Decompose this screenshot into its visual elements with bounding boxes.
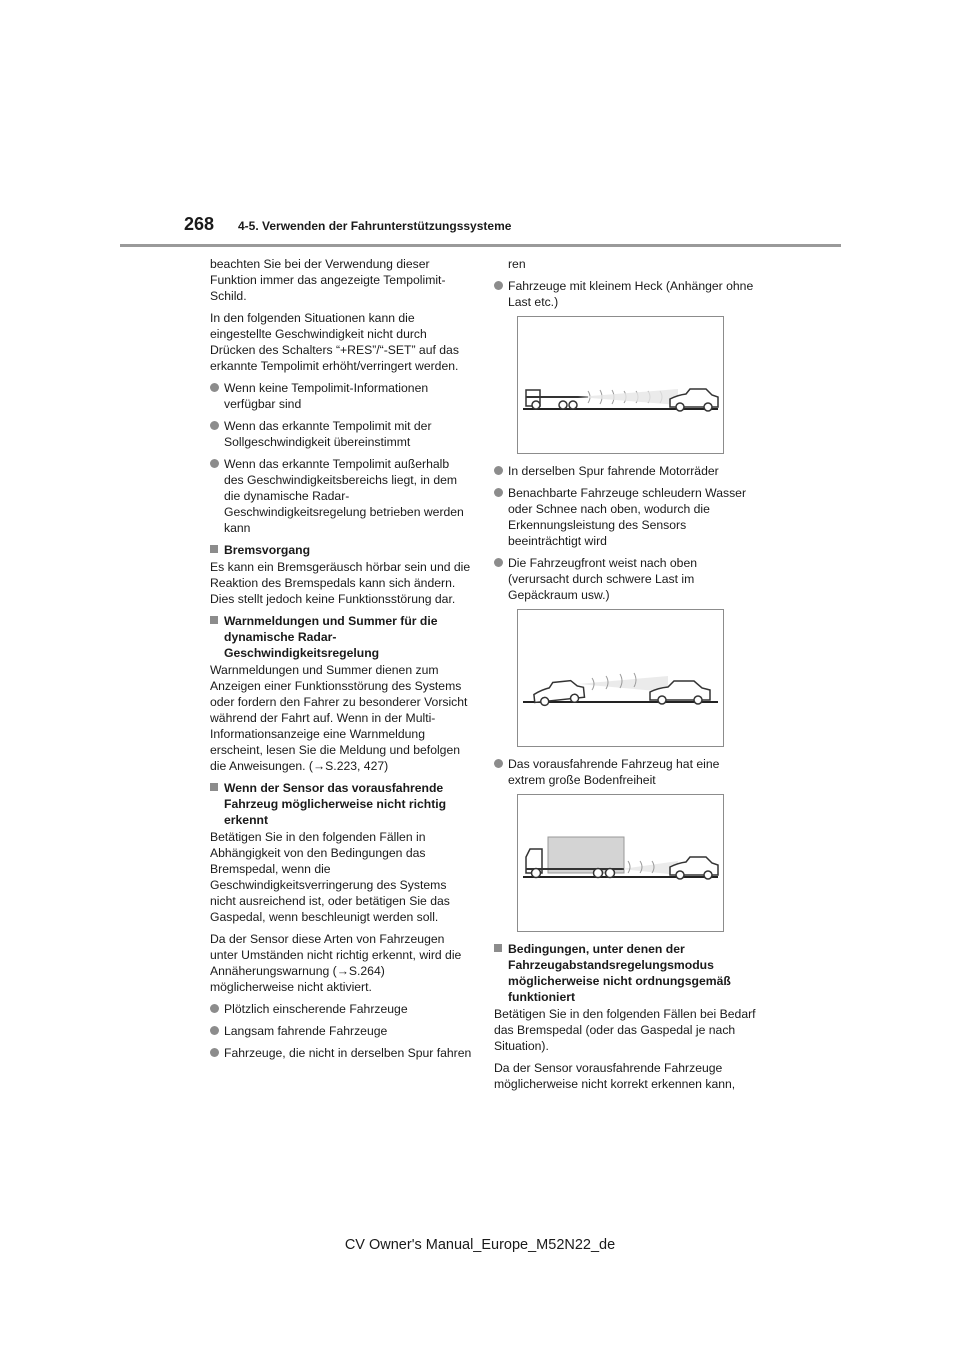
bullet-dot-icon — [210, 383, 219, 392]
footer-manual-id: CV Owner's Manual_Europe_M52N22_de — [344, 1237, 616, 1253]
bullet-dot-icon — [210, 1048, 219, 1057]
bullet-dot-icon — [210, 459, 219, 468]
illustration-raised-front — [517, 609, 724, 747]
subheading-sensor: Wenn der Sensor das vorausfahrende Fahrzeug möglicherweise nicht richtig erkennt — [210, 780, 472, 828]
bullet-dot-icon — [210, 421, 219, 430]
list-item: Wenn das erkannte Tempolimit außerhalb des Geschwindigkeitsbereichs liegt, in dem die dynamische Radar-Geschwindigkeitsregelung betrieben werden kann — [210, 456, 472, 536]
bullet-dot-icon — [494, 488, 503, 497]
subheading-brake: Bremsvorgang — [210, 542, 472, 558]
left-column — [210, 256, 472, 1067]
square-bullet-icon — [210, 783, 218, 791]
continued-text: ren — [508, 257, 526, 271]
paragraph: Es kann ein Bremsgeräusch hörbar sein und die Reaktion des Bremspedals kann sich ändern. Dies stellt jedoch keine Funktionsstörung dar. — [210, 560, 471, 606]
paragraph: beachten Sie bei der Verwendung dieser Funktion immer das angezeigte Tempolimit-Schild. — [210, 257, 446, 303]
bullet-dot-icon — [210, 1004, 219, 1013]
paragraph: Da der Sensor vorausfahrende Fahrzeuge möglicherweise nicht korrekt erkennen kann, — [494, 1061, 736, 1091]
header-rule — [120, 244, 841, 247]
illustration-trailer — [517, 316, 724, 454]
list-item: Plötzlich einscherende Fahrzeuge — [210, 1001, 472, 1017]
illustration-high-clearance — [517, 794, 724, 932]
bullet-dot-icon — [494, 466, 503, 475]
list-item: Fahrzeuge, die nicht in derselben Spur fahren — [210, 1045, 472, 1061]
bullet-dot-icon — [210, 1026, 219, 1035]
section-title: 4-5. Verwenden der Fahrunterstützungssysteme — [238, 219, 512, 233]
list-item: Benachbarte Fahrzeuge schleudern Wasser oder Schnee nach oben, wodurch die Erkennungsleistung des Sensors beeinträchtigt wird — [494, 485, 756, 549]
right-column — [494, 256, 756, 1098]
page-number: 268 — [184, 214, 215, 234]
square-bullet-icon — [210, 545, 218, 553]
list-item: Wenn das erkannte Tempolimit mit der Sollgeschwindigkeit übereinstimmt — [210, 418, 472, 450]
bullet-dot-icon — [494, 281, 503, 290]
subheading-conditions: Bedingungen, unter denen der Fahrzeugabstandsregelungsmodus möglicherweise nicht ordnungsgemäß funktioniert — [494, 941, 756, 1005]
bullet-dot-icon — [494, 759, 503, 768]
list-item: Die Fahrzeugfront weist nach oben (verursacht durch schwere Last im Gepäckraum usw.) — [494, 555, 756, 603]
bullet-dot-icon — [494, 558, 503, 567]
paragraph: Warnmeldungen und Summer dienen zum Anzeigen einer Funktionsstörung des Systems oder fordern den Fahrer zu besonderer Vorsicht während der Fahrt auf. Wenn in der Multi-Informationsanzeige eine Warnmeldung erscheint, lesen Sie die Meldung und befolgen die Anweisungen. (→S.223, 427) — [210, 663, 468, 773]
list-item: Fahrzeuge mit kleinem Heck (Anhänger ohne Last etc.) — [494, 278, 756, 310]
paragraph: Betätigen Sie in den folgenden Fällen bei Bedarf das Bremspedal (oder das Gaspedal je nach Situation). — [494, 1007, 756, 1053]
list-item: Das vorausfahrende Fahrzeug hat eine extrem große Bodenfreiheit — [494, 756, 756, 788]
subheading-warnings: Warnmeldungen und Summer für die dynamische Radar-Geschwindigkeitsregelung — [210, 613, 472, 661]
square-bullet-icon — [494, 944, 502, 952]
paragraph: Betätigen Sie in den folgenden Fällen in Abhängigkeit von den Bedingungen das Bremspedal, wenn die Geschwindigkeitsverringerung des Systems nicht ausreichend ist, oder betätigen Sie das Gaspedal, wenn beschleunigt werden soll. — [210, 830, 450, 924]
paragraph: In den folgenden Situationen kann die eingestellte Geschwindigkeit nicht durch Drücken des Schalters “+RES”/“-SET” auf das erkannte Tempolimit erhöht/verringert werden. — [210, 311, 459, 373]
list-item: Langsam fahrende Fahrzeuge — [210, 1023, 472, 1039]
list-item: In derselben Spur fahrende Motorräder — [494, 463, 756, 479]
paragraph: Da der Sensor diese Arten von Fahrzeugen unter Umständen nicht richtig erkennt, wird die Annäherungswarnung (→S.264) möglicherweise nicht aktiviert. — [210, 932, 462, 994]
list-item: Wenn keine Tempolimit-Informationen verfügbar sind — [210, 380, 472, 412]
square-bullet-icon — [210, 616, 218, 624]
